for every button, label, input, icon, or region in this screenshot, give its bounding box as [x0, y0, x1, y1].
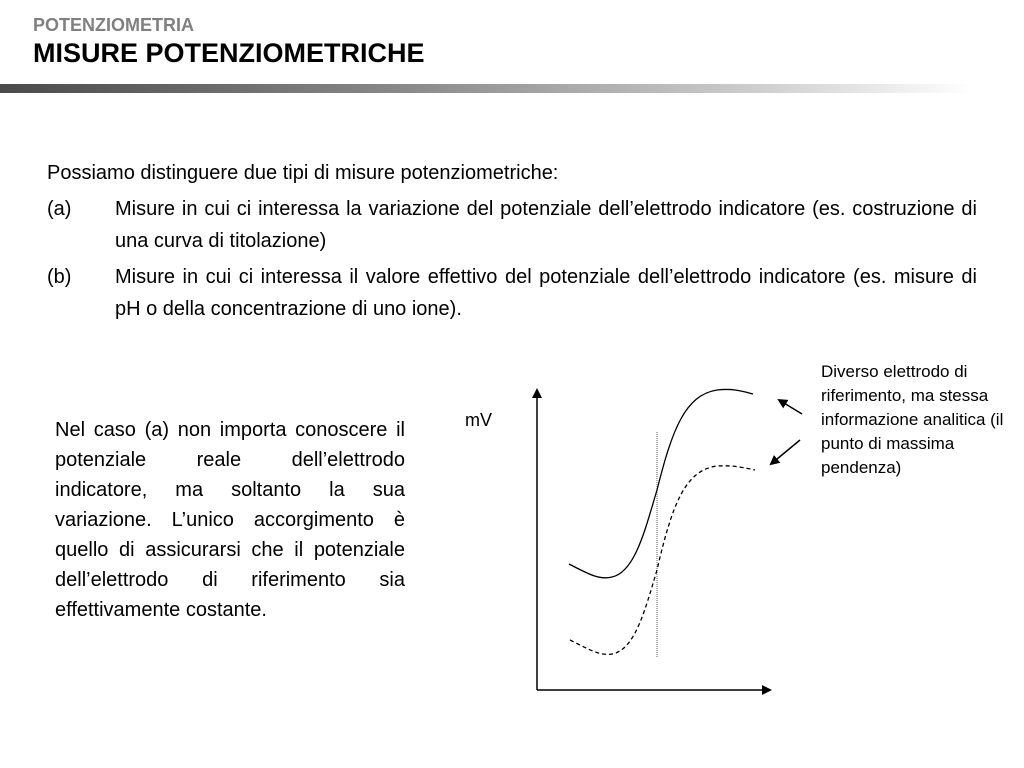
solid-curve [569, 389, 753, 577]
y-axis-label: mV [465, 410, 492, 430]
item-text: Misure in cui ci interessa la variazione del potenziale dell’elettrodo indicatore (es. costruzione di una curva di titolazione) [115, 198, 977, 252]
arrow-to-dashed-icon [771, 440, 800, 464]
slide-supertitle: POTENZIOMETRIA [33, 15, 194, 35]
figure-note: Diverso elettrodo di riferimento, ma stessa informazione analitica (il punto di massima pendenza) [821, 362, 1004, 477]
arrow-to-solid-icon [779, 400, 802, 414]
item-text: Misure in cui ci interessa il valore effettivo del potenziale dell’elettrodo indicatore (es. misure di pH o della concentrazione di uno ione). [115, 266, 977, 320]
slide-title: MISURE POTENZIOMETRICHE [33, 38, 425, 68]
intro-lead: Possiamo distinguere due tipi di misure potenziometriche: [47, 162, 559, 184]
item-label: (a) [47, 198, 72, 220]
explanation-paragraph: Nel caso (a) non importa conoscere il potenziale reale dell’elettrodo indicatore, ma soltanto la sua variazione. L’unico accorgimento è quello di assicurarsi che il potenziale dell’elettrodo di riferimento sia effettivamente costante. [55, 419, 405, 621]
dashed-curve [570, 466, 755, 655]
item-label: (b) [47, 266, 72, 288]
